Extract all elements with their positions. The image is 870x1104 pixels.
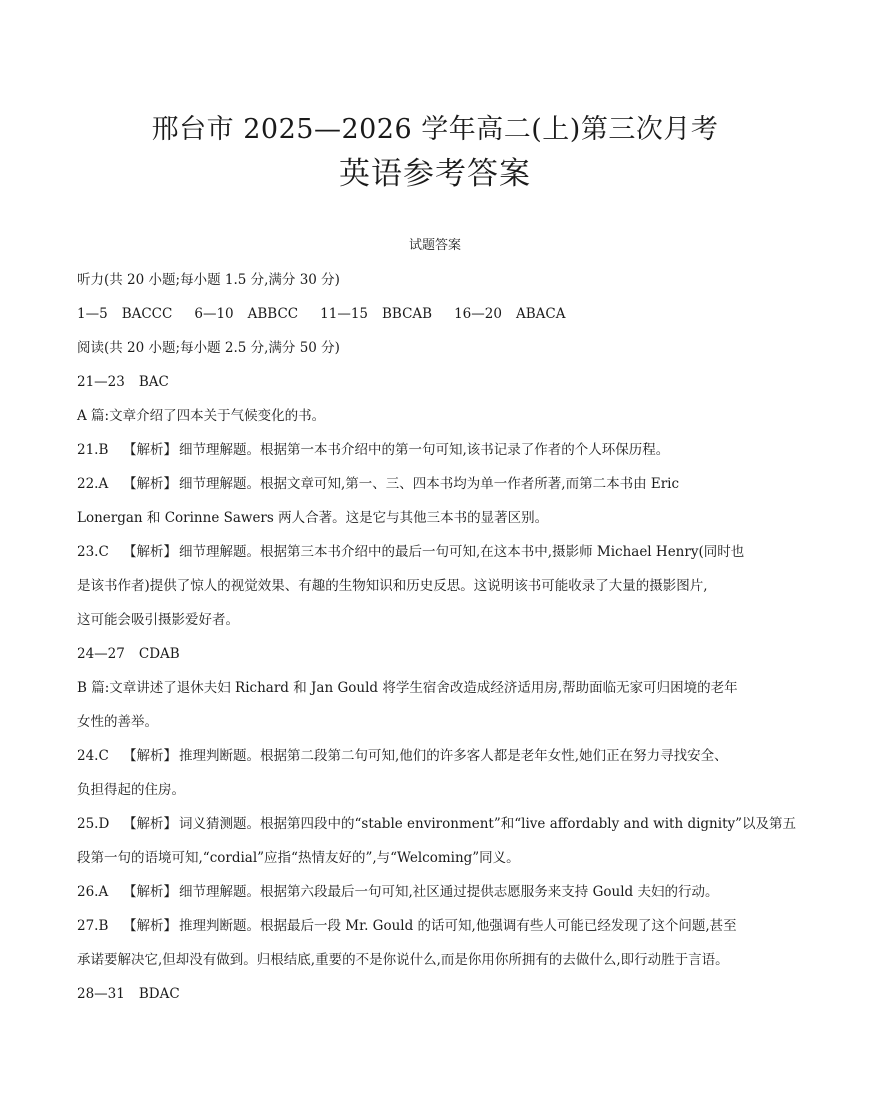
- explanation-27: [77, 909, 797, 943]
- explanation-26: [77, 875, 797, 909]
- document-subtitle: 英语参考答案: [339, 156, 531, 192]
- explanation-22: [77, 467, 797, 501]
- explanation-23-cont: 这可能会吸引摄影爱好者。: [77, 612, 239, 628]
- explanation-27-cont: 承诺要解决它,但却没有做到。归根结底,重要的不是你说什么,而是你用你所拥有的去做什么,即行动胜于言语。: [77, 952, 729, 968]
- explanation-24: [77, 739, 797, 773]
- explanation-25-cont: 段第一句的语境可知,“cordial”应指“热情友好的”,与“Welcoming”同义。: [77, 850, 520, 866]
- explanation-text: 细节理解题。根据第三本书介绍中的最后一句可知,在这本书中,摄影师 Michael Henry(同时也: [179, 544, 745, 560]
- question-number: 25.D: [77, 816, 110, 832]
- answer-content: [77, 263, 797, 1011]
- analysis-tag: 【解析】: [123, 748, 177, 764]
- explanation-25: [77, 807, 797, 841]
- explanation-22-cont: Lonergan 和 Corinne Sawers 两人合著。这是它与其他三本书的显著区别。: [77, 510, 549, 526]
- analysis-tag: 【解析】: [123, 884, 177, 900]
- analysis-tag: 【解析】: [123, 476, 177, 492]
- analysis-tag: 【解析】: [123, 816, 177, 832]
- group-c-answers: [77, 977, 797, 1011]
- reading-heading: 阅读(共 20 小题;每小题 2.5 分,满分 50 分): [77, 340, 340, 356]
- group-b-answers: [77, 637, 797, 671]
- question-number: 23.C: [77, 544, 109, 560]
- explanation-text: 细节理解题。根据第一本书介绍中的第一句可知,该书记录了作者的个人环保历程。: [179, 442, 670, 458]
- answer-letters: BACCC: [121, 306, 173, 322]
- answer-range: 11—15: [320, 306, 368, 322]
- group-b-summary: B 篇:文章讲述了退休夫妇 Richard 和 Jan Gould 将学生宿舍改造成经济适用房,帮助面临无家可归困境的老年: [77, 680, 738, 696]
- question-number: 22.A: [77, 476, 109, 492]
- answer-letters: BDAC: [138, 986, 180, 1002]
- group-a-answers: [77, 365, 797, 399]
- question-number: 24.C: [77, 748, 109, 764]
- explanation-text: 推理判断题。根据第二段第二句可知,他们的许多客人都是老年女性,她们正在努力寻找安全、: [179, 748, 728, 764]
- answer-range: 24—27: [77, 646, 125, 662]
- explanation-text: 词义猜测题。根据第四段中的“stable environment”和“live affordably and with dignity”以及第五: [179, 816, 797, 832]
- analysis-tag: 【解析】: [123, 544, 177, 560]
- analysis-tag: 【解析】: [123, 442, 177, 458]
- analysis-tag: 【解析】: [123, 918, 177, 934]
- document-title: 邢台市 2025—2026 学年高二(上)第三次月考: [151, 114, 719, 145]
- explanation-23-cont: 是该书作者)提供了惊人的视觉效果、有趣的生物知识和历史反思。这说明该书可能收录了大量的摄影图片,: [77, 578, 708, 594]
- answer-letters: ABBCC: [247, 306, 299, 322]
- question-number: 26.A: [77, 884, 109, 900]
- answer-letters: CDAB: [138, 646, 180, 662]
- answer-range: 1—5: [77, 306, 108, 322]
- explanation-21: [77, 433, 797, 467]
- answer-range: 6—10: [194, 306, 234, 322]
- group-b-summary-cont: 女性的善举。: [77, 714, 158, 730]
- listening-heading: 听力(共 20 小题;每小题 1.5 分,满分 30 分): [77, 272, 340, 288]
- explanation-text: 细节理解题。根据第六段最后一句可知,社区通过提供志愿服务来支持 Gould 夫妇的行动。: [179, 884, 719, 900]
- question-number: 27.B: [77, 918, 109, 934]
- answer-letters: BBCAB: [382, 306, 433, 322]
- explanation-text: 细节理解题。根据文章可知,第一、三、四本书均为单一作者所著,而第二本书由 Eric: [179, 476, 680, 492]
- answer-letters: ABACA: [515, 306, 566, 322]
- answer-range: 28—31: [77, 986, 125, 1002]
- question-number: 21.B: [77, 442, 109, 458]
- group-a-summary: A 篇:文章介绍了四本关于气候变化的书。: [77, 408, 326, 424]
- answer-range: 21—23: [77, 374, 125, 390]
- listening-answers: [77, 297, 797, 331]
- section-heading: 试题答案: [408, 238, 461, 253]
- explanation-24-cont: 负担得起的住房。: [77, 782, 185, 798]
- answer-range: 16—20: [454, 306, 502, 322]
- explanation-23: [77, 535, 797, 569]
- answer-letters: BAC: [138, 374, 169, 390]
- explanation-text: 推理判断题。根据最后一段 Mr. Gould 的话可知,他强调有些人可能已经发现了这个问题,甚至: [179, 918, 737, 934]
